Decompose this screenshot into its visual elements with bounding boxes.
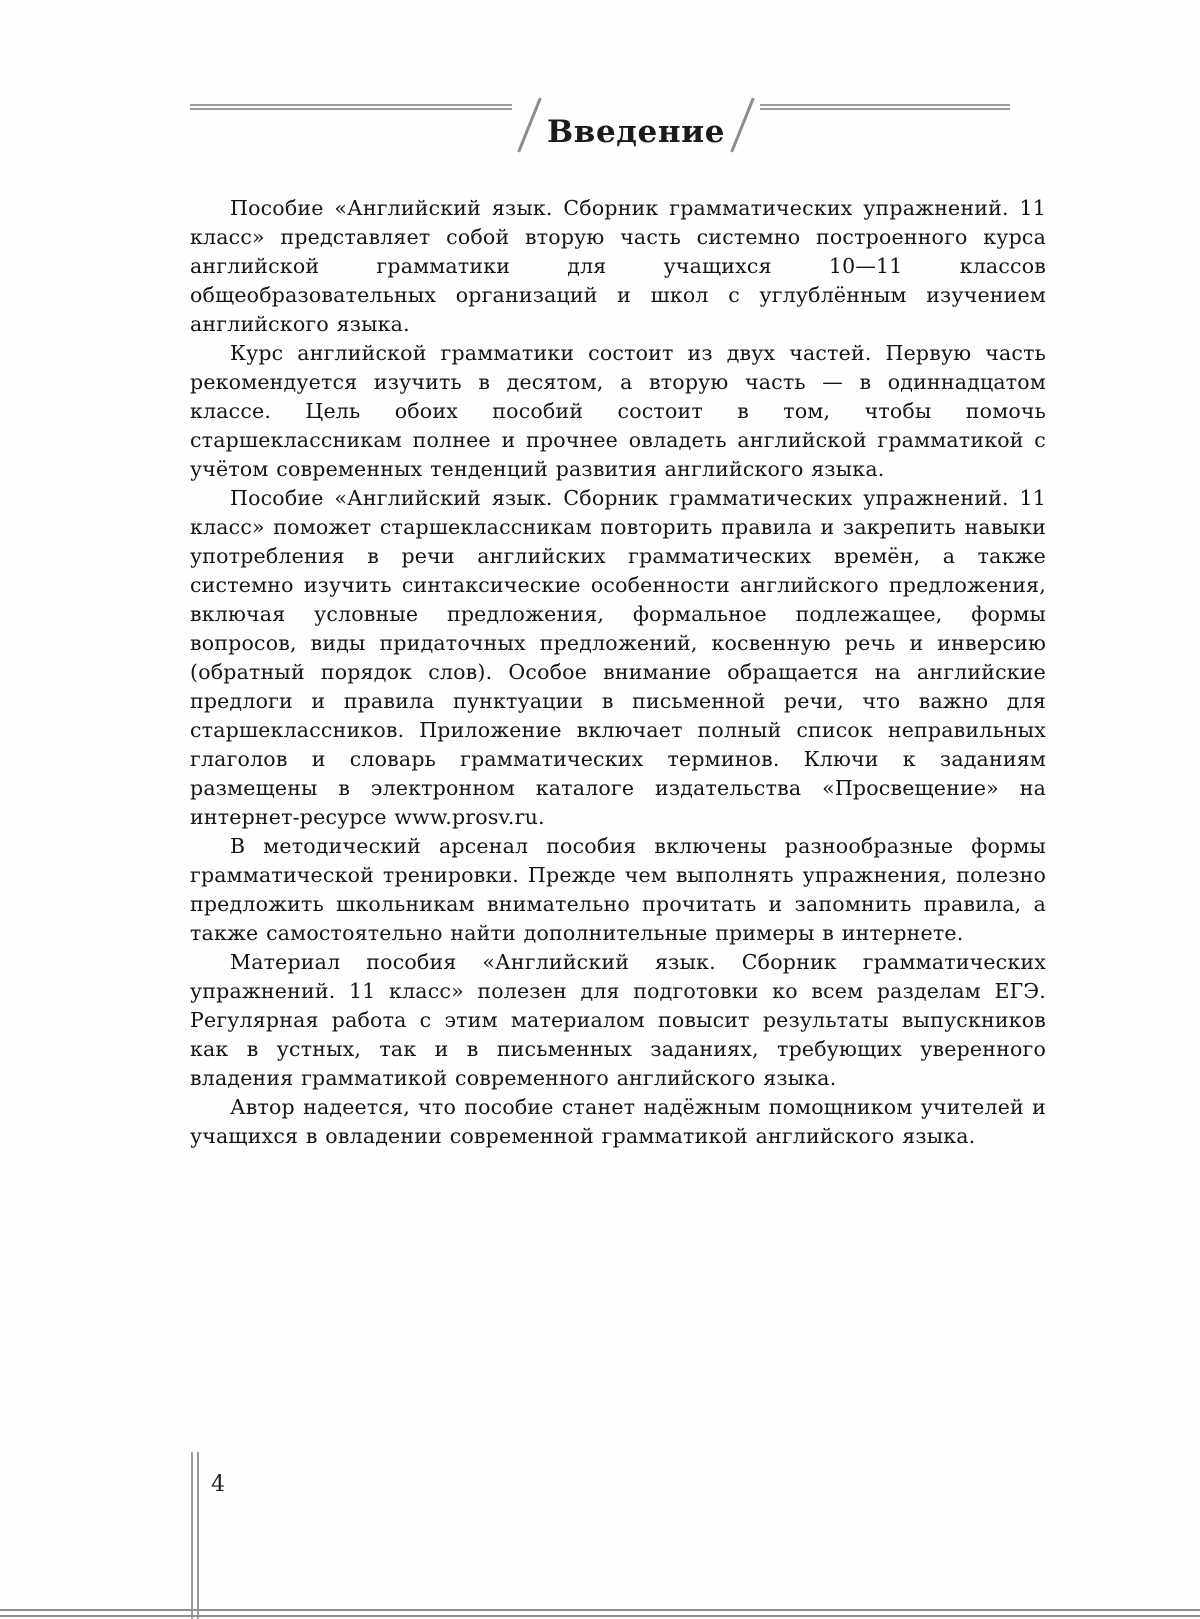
ornament-rule-right (760, 104, 1010, 110)
paragraph: Автор надеется, что пособие станет надёжным помощником учителей и учащихся в овладении современной грамматикой английского языка. (190, 1095, 1046, 1148)
ornament-rule-left (190, 104, 512, 110)
paragraph: Пособие «Английский язык. Сборник грамматических упражнений. 11 класс» поможет старшеклассникам повторить правила и закрепить навыки употребления в речи английских грамматических времён, а также системно изучить синтаксические особенности английского предложения, включая условные предложения, формальное подлежащее, формы вопросов, виды придаточных предложений, косвенную речь и инверсию (обратный порядок слов). Особое внимание обращается на английские предлоги и правила пунктуации в письменной речи, что важно для старшеклассников. Приложение включает полный список неправильных глаголов и словарь грамматических терминов. Ключи к заданиям размещены в электронном каталоге издательства «Просвещение» на интернет-ресурсе www.prosv.ru. (190, 486, 1046, 829)
page-number: 4 (211, 1472, 225, 1497)
section-header-ornament (190, 98, 1010, 162)
body-text (190, 194, 1046, 1151)
paragraph: Пособие «Английский язык. Сборник грамматических упражнений. 11 класс» представляет собой вторую часть системно построенного курса английской грамматики для учащихся 10—11 классов общеобразовательных организаций и школ с углублённым изучением английского языка. (190, 196, 1046, 336)
page-title: Введение (547, 114, 726, 150)
ornament-slash-left (517, 98, 542, 153)
paragraph: Курс английской грамматики состоит из двух частей. Первую часть рекомендуется изучить в десятом, а вторую часть — в одиннадцатом классе. Цель обоих пособий состоит в том, чтобы помочь старшеклассникам полнее и прочнее овладеть английской грамматикой с учётом современных тенденций развития английского языка. (190, 341, 1046, 481)
paragraph: Материал пособия «Английский язык. Сборник грамматических упражнений. 11 класс» полезен для подготовки ко всем разделам ЕГЭ. Регулярная работа с этим материалом повысит результаты выпускников как в устных, так и в письменных заданиях, требующих уверенного владения грамматикой современного английского языка. (190, 950, 1046, 1090)
footer-bottom-rule (0, 1609, 1200, 1617)
footer-vertical-rule (191, 1452, 199, 1619)
ornament-slash-right (730, 98, 755, 153)
paragraph: В методический арсенал пособия включены разнообразные формы грамматической тренировки. Прежде чем выполнять упражнения, полезно предложить школьникам внимательно прочитать и запомнить правила, а также самостоятельно найти дополнительные примеры в интернете. (190, 834, 1046, 945)
